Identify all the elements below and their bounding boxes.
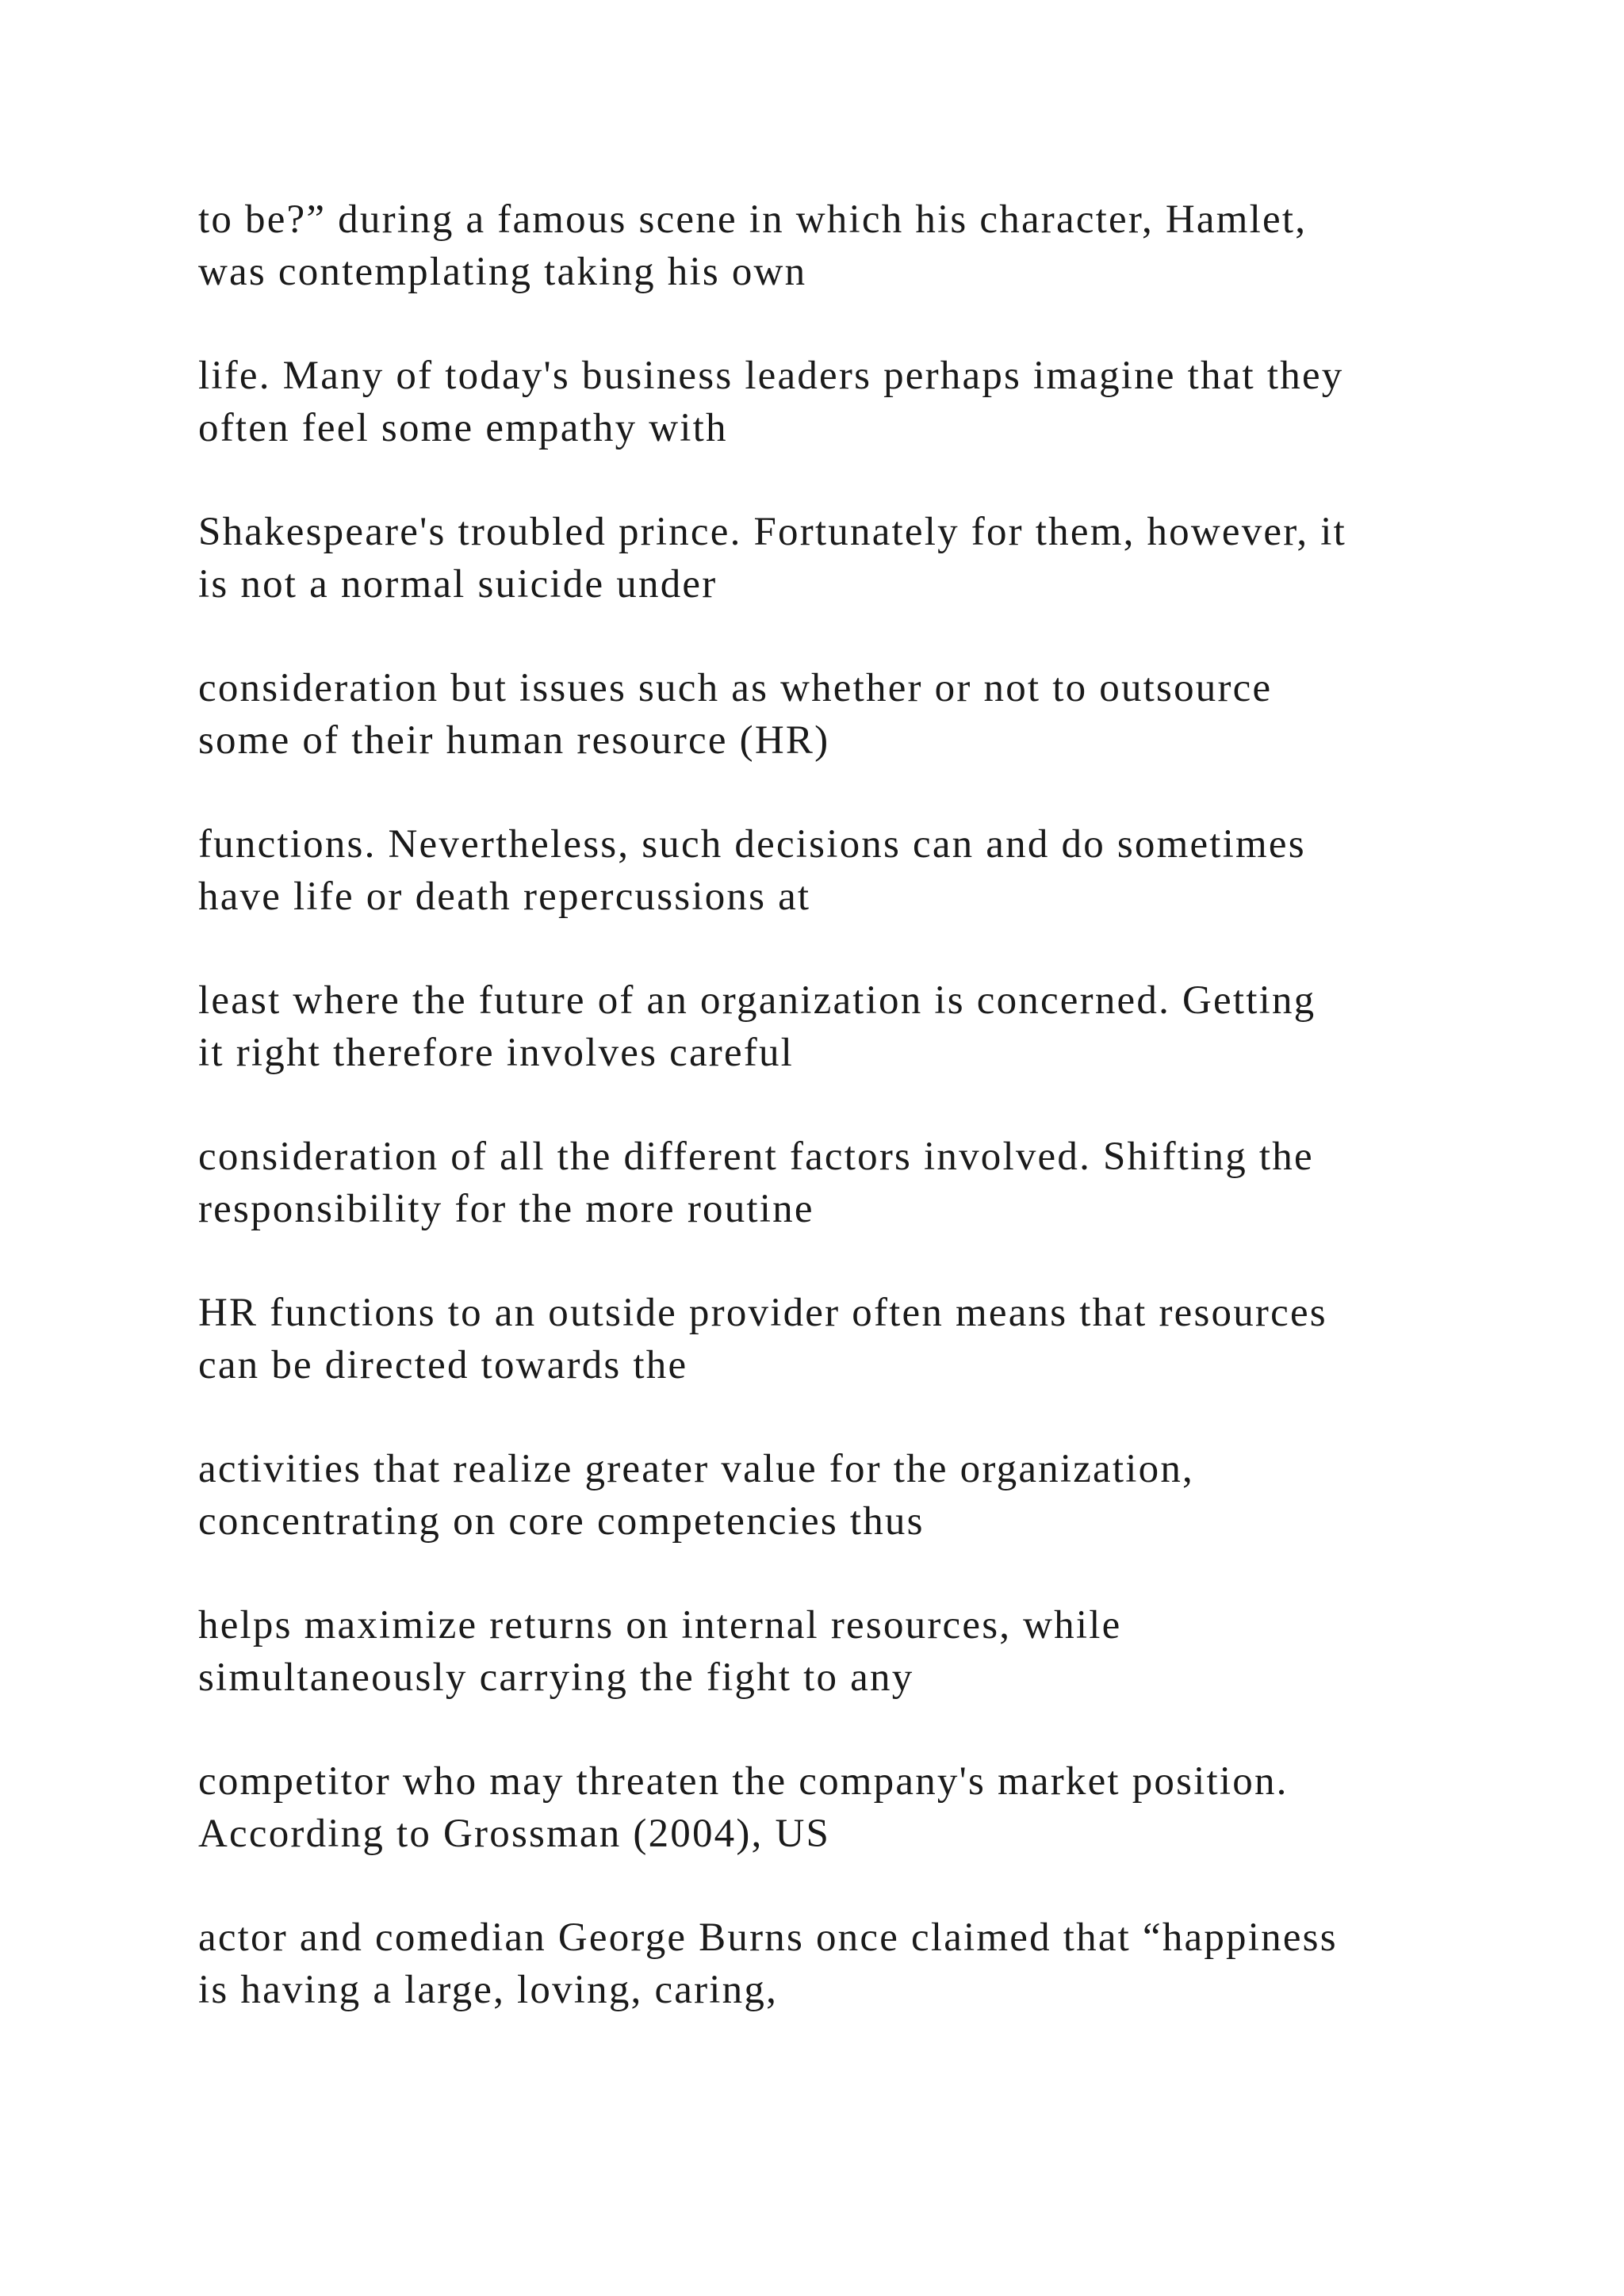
text-line: activities that realize greater value for the organization,	[198, 1447, 1194, 1491]
text-line: simultaneously carrying the fight to any	[198, 1655, 914, 1700]
text-line: responsibility for the more routine	[198, 1187, 814, 1231]
text-line: concentrating on core competencies thus	[198, 1499, 925, 1544]
text-line: is not a normal suicide under	[198, 562, 718, 607]
text-line: competitor who may threaten the company's market position.	[198, 1759, 1289, 1804]
text-line: is having a large, loving, caring,	[198, 1968, 779, 2012]
paragraph	[198, 506, 1499, 610]
paragraph	[198, 662, 1499, 767]
text-line: consideration of all the different factors involved. Shifting the	[198, 1135, 1314, 1179]
text-line: have life or death repercussions at	[198, 874, 811, 919]
text-line: often feel some empathy with	[198, 406, 728, 450]
text-line: was contemplating taking his own	[198, 250, 807, 294]
text-line: least where the future of an organization is concerned. Getting	[198, 978, 1316, 1023]
text-line: it right therefore involves careful	[198, 1031, 795, 1075]
paragraph	[198, 193, 1499, 298]
text-line: some of their human resource (HR)	[198, 718, 830, 763]
paragraph	[198, 1911, 1499, 2016]
text-line: life. Many of today's business leaders perhaps imagine that they	[198, 354, 1344, 398]
text-line: consideration but issues such as whether or not to outsource	[198, 666, 1273, 710]
paragraph	[198, 974, 1499, 1079]
text-line: Shakespeare's troubled prince. Fortunately for them, however, it	[198, 510, 1347, 554]
text-line: can be directed towards the	[198, 1343, 688, 1387]
text-line: actor and comedian George Burns once claimed that “happiness	[198, 1915, 1338, 1960]
paragraph	[198, 1599, 1499, 1704]
text-line: functions. Nevertheless, such decisions can and do sometimes	[198, 822, 1306, 867]
paragraph	[198, 818, 1499, 923]
text-line: helps maximize returns on internal resources, while	[198, 1603, 1122, 1647]
body-text	[198, 193, 1499, 2068]
paragraph	[198, 1443, 1499, 1548]
paragraph	[198, 1131, 1499, 1235]
paragraph	[198, 1755, 1499, 1860]
text-line: According to Grossman (2004), US	[198, 1812, 831, 1856]
text-line: to be?” during a famous scene in which his character, Hamlet,	[198, 197, 1308, 242]
paragraph	[198, 1287, 1499, 1391]
text-line: HR functions to an outside provider often means that resources	[198, 1291, 1327, 1335]
paragraph	[198, 350, 1499, 454]
